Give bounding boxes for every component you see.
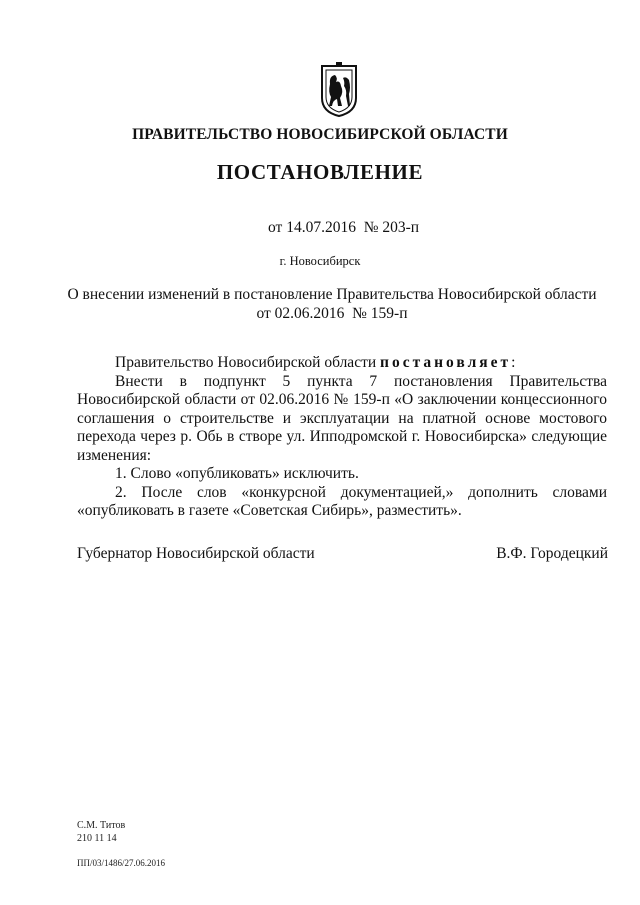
document-subject — [62, 285, 602, 323]
item-2-line-1: 2. После слов «конкурсной документацией,» дополнить словами — [115, 483, 607, 501]
decree-intro — [77, 354, 607, 373]
date-line — [268, 219, 419, 237]
executor-phone: 210 11 14 — [77, 833, 117, 844]
document-type: ПОСТАНОВЛЕНИЕ — [216, 160, 424, 184]
document-number: № 203-п — [363, 219, 420, 236]
intro-colon: : — [511, 354, 516, 371]
signatory-position: Губернатор Новосибирской области — [77, 545, 315, 562]
organization-name: ПРАВИТЕЛЬСТВО НОВОСИБИРСКОЙ ОБЛАСТИ — [132, 126, 508, 143]
executor-name: С.М. Титов — [77, 820, 126, 831]
city: г. Новосибирск — [279, 254, 361, 268]
coat-of-arms-icon — [316, 62, 362, 118]
item-1: 1. Слово «опубликовать» исключить. — [115, 465, 359, 482]
item-2-line-2: «опубликовать в газете «Советская Сибирь», разместить». — [77, 502, 462, 519]
subject-line-1: О внесении изменений в постановление Правительства Новосибирской области — [67, 286, 597, 303]
document-date: 14.07.2016 — [286, 219, 356, 236]
document-body — [77, 354, 607, 521]
intro-text: Правительство Новосибирской области — [115, 354, 377, 371]
date-prefix: от — [268, 219, 283, 236]
registration-number: ПП/03/1486/27.06.2016 — [77, 858, 166, 868]
main-paragraph: Внести в подпункт 5 пункта 7 постановления Правительства Новосибирской области от 02.06.2016 № 159-п «О заключении концессионного соглашения о строительстве и эксплуатации на платной основе мостового перехода через р. Обь в створе ул. Ипподромской г. Новосибирска» следующие изменения: — [77, 372, 607, 464]
subject-line-2: от 02.06.2016 № 159-п — [256, 305, 408, 322]
decree-word: постановляет — [380, 354, 512, 371]
signatory-name: В.Ф. Городецкий — [496, 545, 608, 562]
